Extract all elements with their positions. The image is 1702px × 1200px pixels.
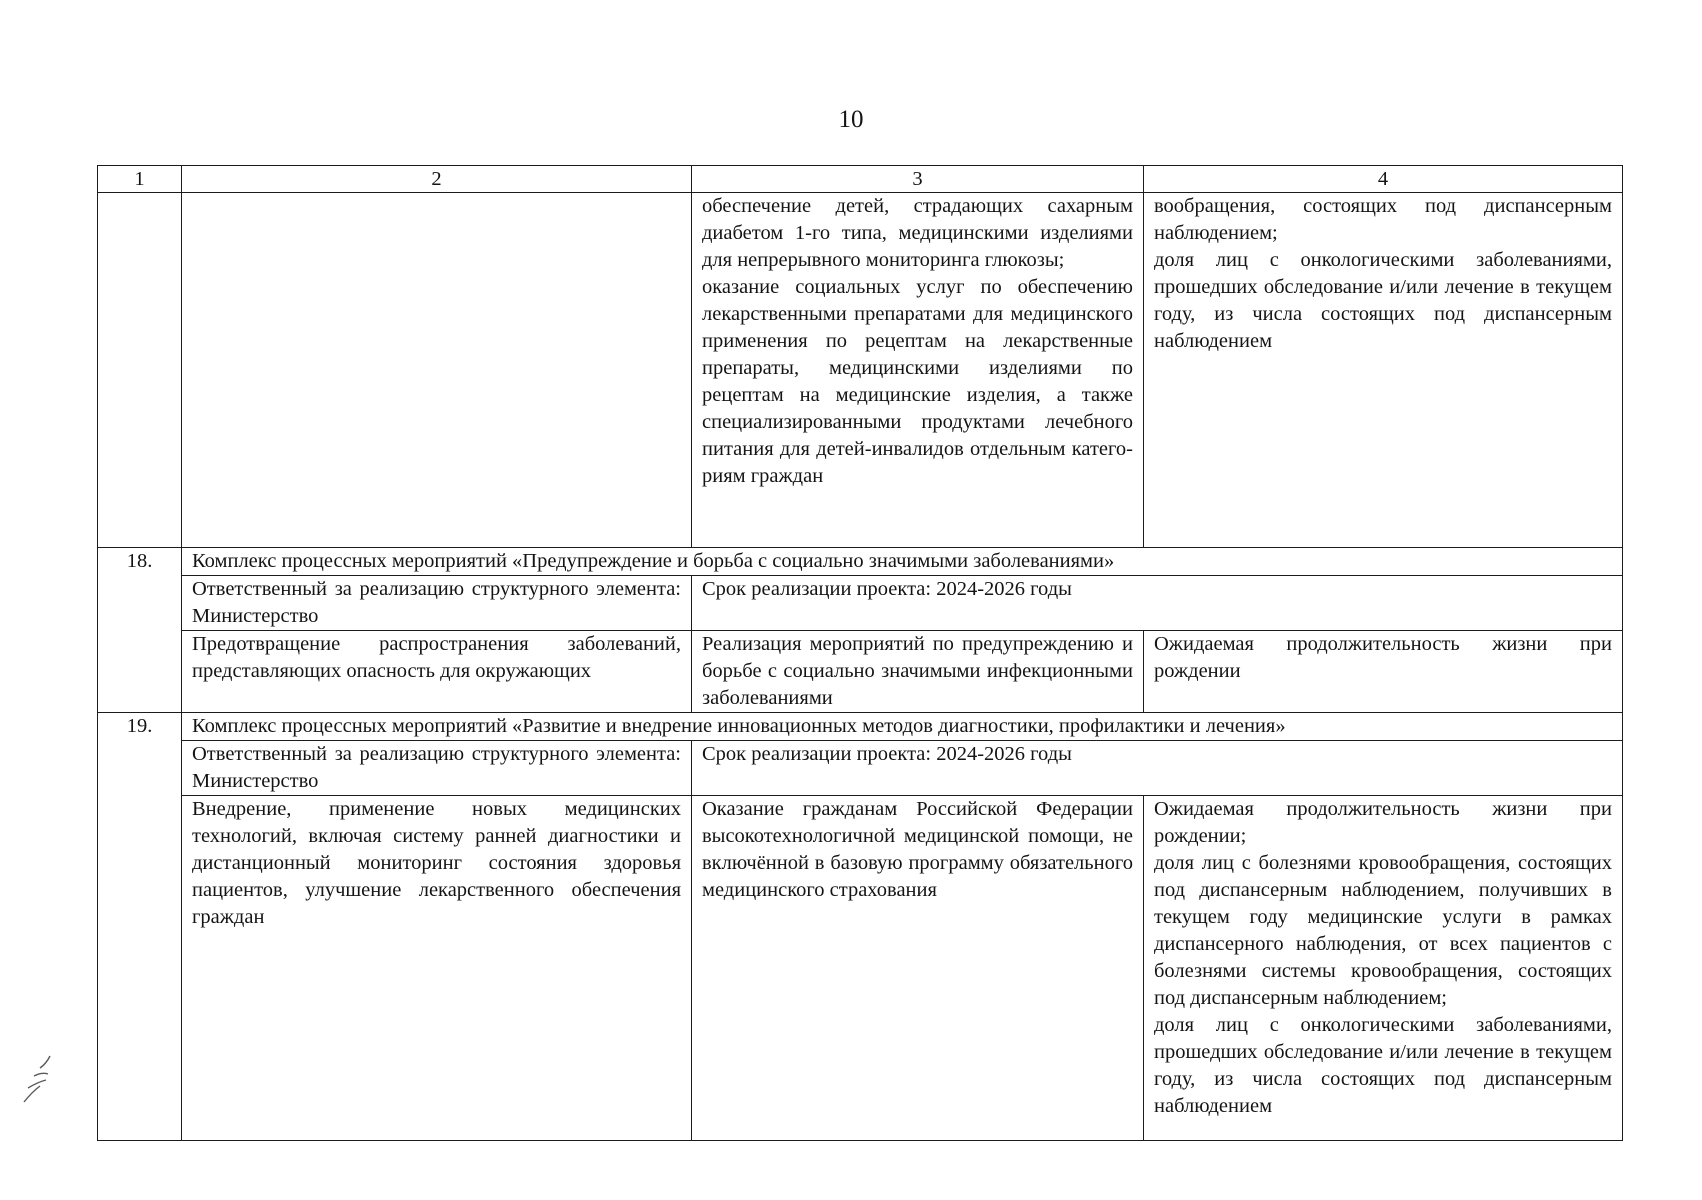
indicators-cell [1144,796,1623,1141]
table-header-row [98,166,1623,193]
continuation-result-cell [692,193,1144,548]
responsible-cell: Ответственный за реализацию структурного элемента: Министерство [182,576,692,631]
column-header-1: 1 [98,166,182,193]
column-header-3: 3 [692,166,1144,193]
column-header-4: 4 [1144,166,1623,193]
table-row-section-19-title [98,713,1623,741]
term-cell: Срок реализации проекта: 2024-2026 годы [692,576,1623,631]
section-title: Комплекс процессных мероприятий «Предупреждение и борьба с социально значимыми заболеваниями» [182,548,1623,576]
table-row-continuation [98,193,1623,548]
task-cell: Предотвращение распространения заболеваний, представляющих опасность для окружающих [182,631,692,713]
result-cell: Оказание гражданам Российской Федерации высокотехнологичной медицинской помощи, не включённой в базовую программу обязательного медицинского страхования [692,796,1144,1141]
indicator-item: Ожидаемая продолжительность жизни при рождении; [1154,798,1612,847]
task-cell: Внедрение, применение новых медицинских технологий, включая систему ранней диагностики и дистанционный мониторинг состояния здоровья пациентов, улучшение лекарственного обеспечения граждан [182,796,692,1141]
result-cell: Реализация мероприятий по предупреждению и борьбе с социально значимыми инфекционными заболеваниями [692,631,1144,713]
responsible-cell: Ответственный за реализацию структурного элемента: Министерство [182,741,692,796]
margin-pen-mark [20,1050,64,1110]
indicators-cell [1144,631,1623,713]
indicator-item: доля лиц с онкологическими заболеваниями, прошедших обследование и/или лечение в текущем году, из числа состоящих под диспансерным наблюдением [1154,1014,1612,1117]
section-title: Комплекс процессных мероприятий «Развитие и внедрение инновационных методов диагностики, профилактики и лечения» [182,713,1623,741]
table-row-section-18-meta [98,576,1623,631]
indicator-item: доля лиц с болезнями кровообращения, состоящих под диспансерным наблюдением, получивших в текущем году медицинские услуги в рамках диспансерного наблюдения, от всех пациентов с болезнями системы кровообращения, состоящих под диспансерным наблюдением; [1154,852,1612,1009]
indicator-item: Ожидаемая продолжительность жизни при рождении [1154,633,1612,682]
indicator-item: вообращения, состоящих под диспансерным наблюдением; [1154,195,1612,244]
table-row-section-19-meta [98,741,1623,796]
table-row-section-19-body [98,796,1623,1141]
continuation-number-cell [98,193,182,548]
continuation-indicators-cell [1144,193,1623,548]
indicator-item: доля лиц с онкологическими заболеваниями, прошедших обследование и/или лечение в текущем году, из числа состоящих под диспансерным наблюдением [1154,249,1612,352]
section-number: 19. [98,713,182,1141]
continuation-task-cell [182,193,692,548]
table-row-section-18-title [98,548,1623,576]
column-header-2: 2 [182,166,692,193]
section-number: 18. [98,548,182,713]
result-item: обеспечение детей, страдающих сахарным диабетом 1-го типа, медицинскими изделиями для непрерывного мониторинга глюкозы; [702,195,1133,271]
result-item: оказание социальных услуг по обеспечению лекарственными препаратами для медицинского применения по рецептам на лекарственные препараты, медицинскими изделиями по рецептам на медицинские изделия, а также специализированными продуктами лечебного питания для детей-инвалидов отдельным категориям граждан [702,276,1133,487]
page-number: 10 [838,106,864,133]
program-table [97,165,1623,1141]
table-row-section-18-body [98,631,1623,713]
term-cell: Срок реализации проекта: 2024-2026 годы [692,741,1623,796]
